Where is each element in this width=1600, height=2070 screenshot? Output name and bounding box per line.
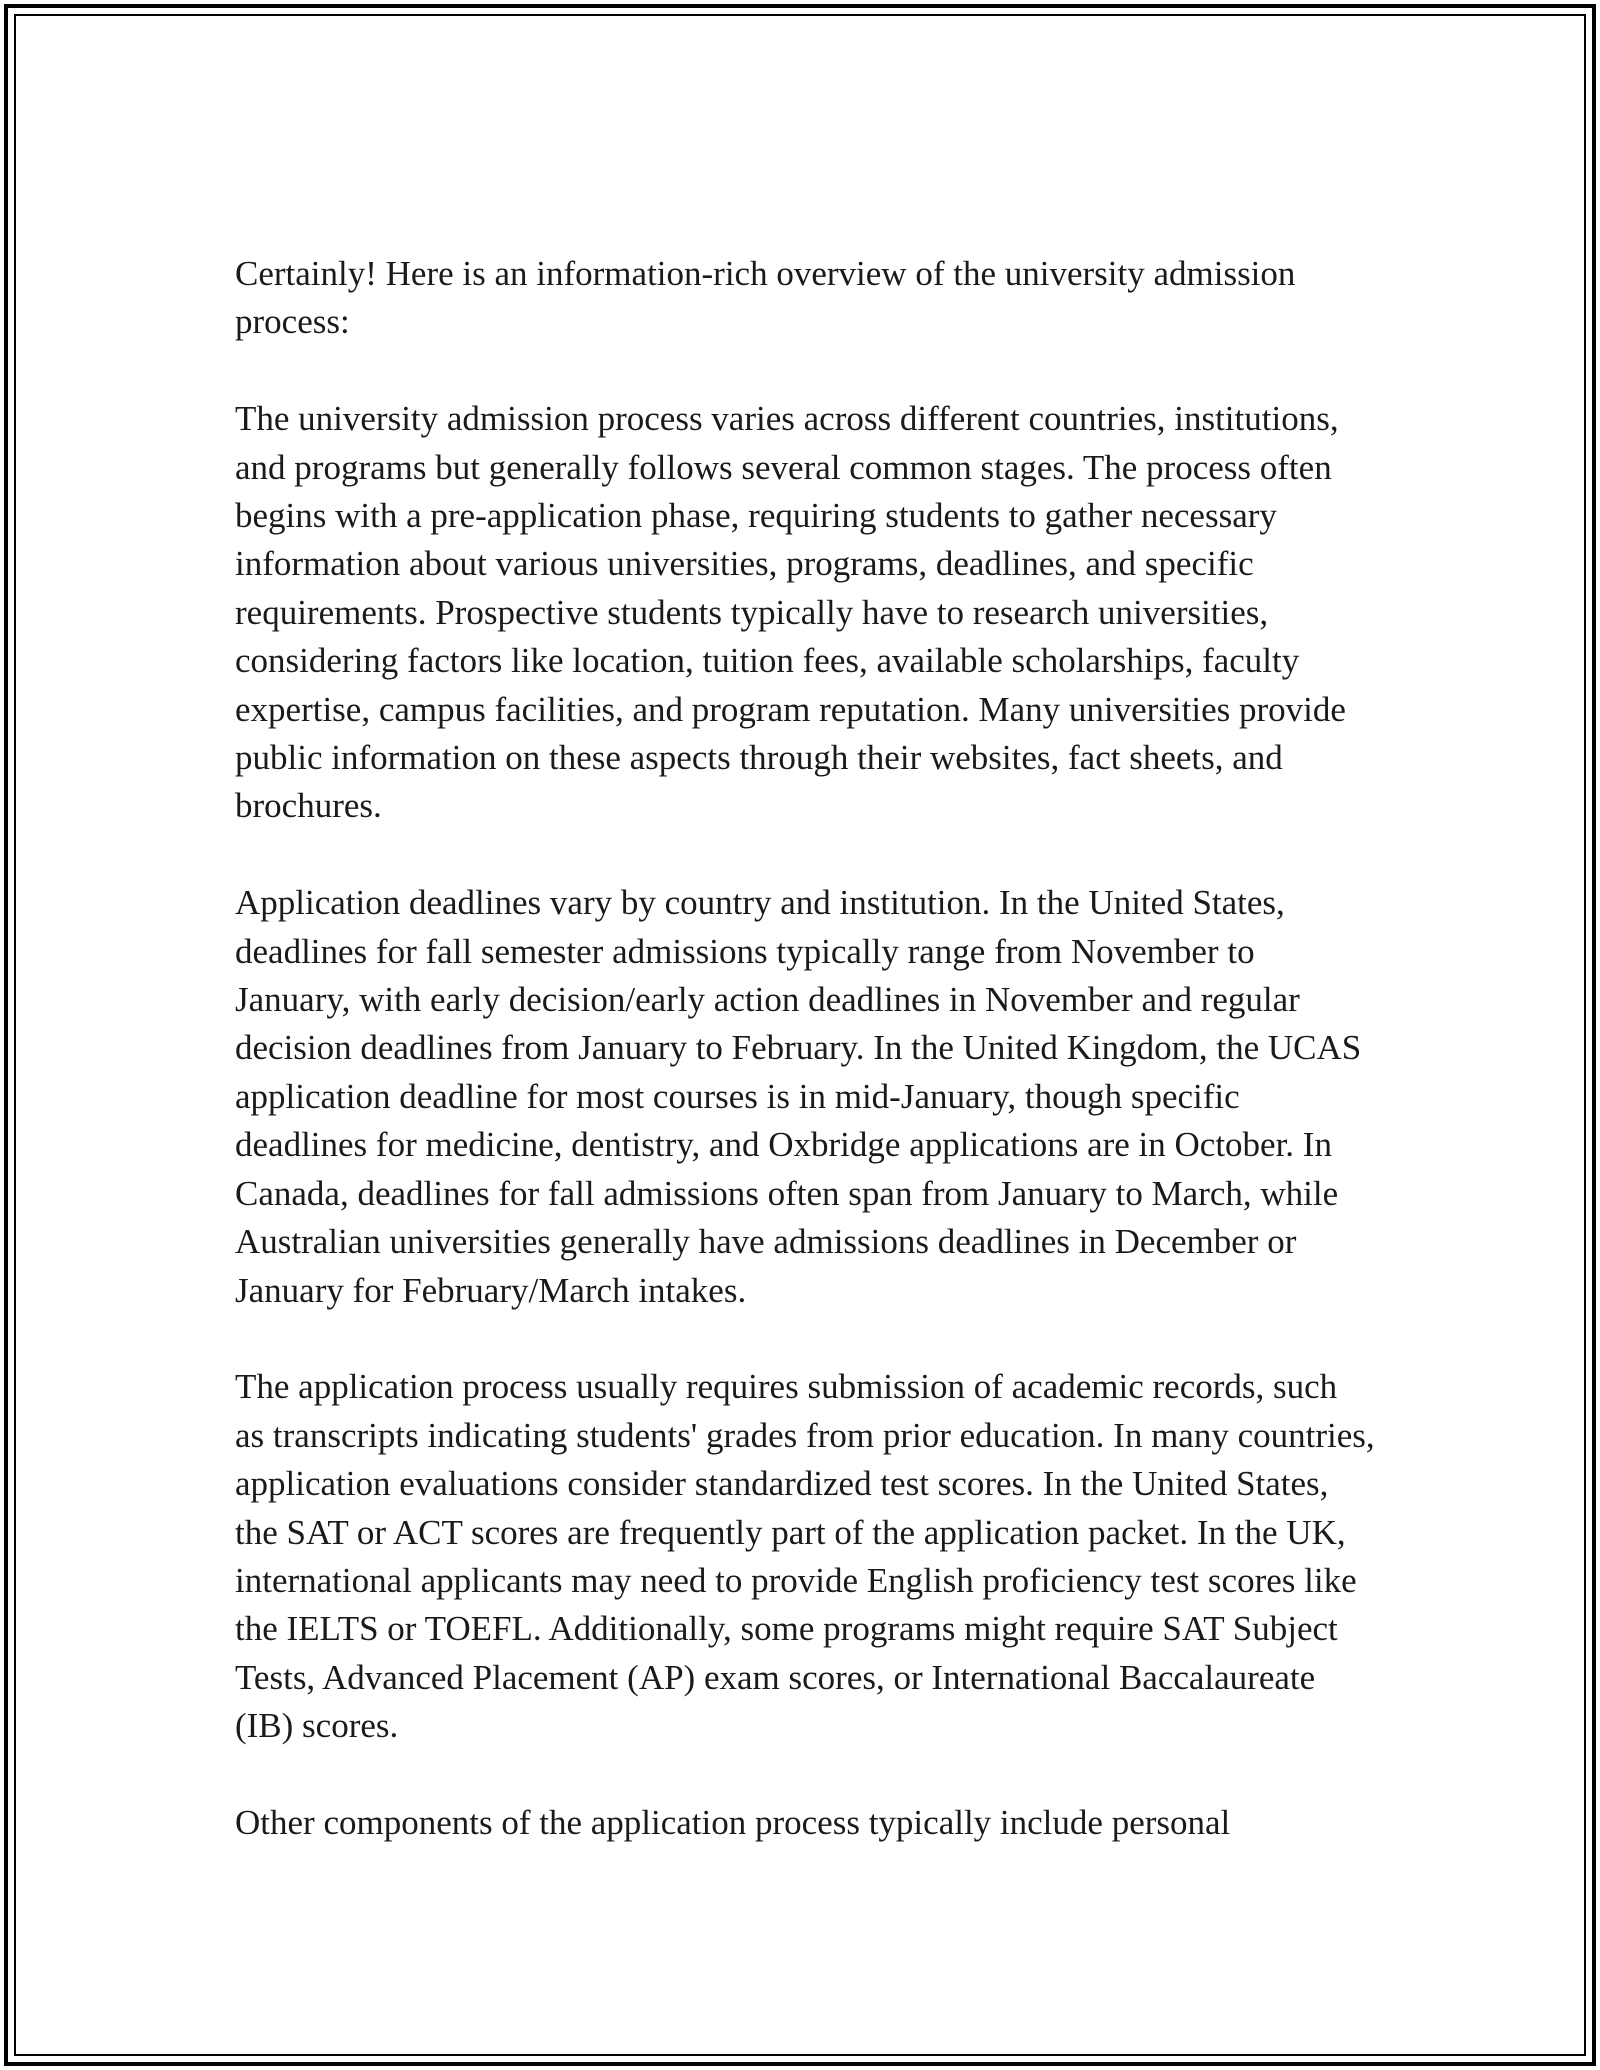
document-body [235,250,1375,1896]
components-paragraph: Other components of the application process typically include personal [235,1802,1231,1842]
requirements-paragraph: The application process usually requires submission of academic records, such as transcripts indicating students' grades from prior education. In many countries, application evaluations consider standardized test scores. In the United States, the SAT or ACT scores are frequently part of the application packet. In the UK, international applicants may need to provide English proficiency test scores like the IELTS or TOEFL. Additionally, some programs might require SAT Subject Tests, Advanced Placement (AP) exam scores, or International Baccalaureate (IB) scores. [235,1367,1375,1746]
intro-paragraph: Certainly! Here is an information-rich overview of the university admission process: [235,254,1296,342]
deadlines-paragraph: Application deadlines vary by country and institution. In the United States, deadlines for fall semester admissions typically range from November to January, with early decision/early action deadlines in November and regular decision deadlines from January to February. In the United Kingdom, the UCAS application deadline for most courses is in mid-January, though specific deadlines for medicine, dentistry, and Oxbridge applications are in October. In Canada, deadlines for fall admissions often span from January to March, while Australian universities generally have admissions deadlines in December or January for February/March intakes. [235,883,1362,1310]
overview-paragraph: The university admission process varies across different countries, institutions, and programs but generally follows several common stages. The process often begins with a pre-application phase, requiring students to gather necessary information about various universities, programs, deadlines, and specific requirements. Prospective students typically have to research universities, considering factors like location, tuition fees, available scholarships, faculty expertise, campus facilities, and program reputation. Many universities provide public information on these aspects through their websites, fact sheets, and brochures. [235,399,1346,826]
